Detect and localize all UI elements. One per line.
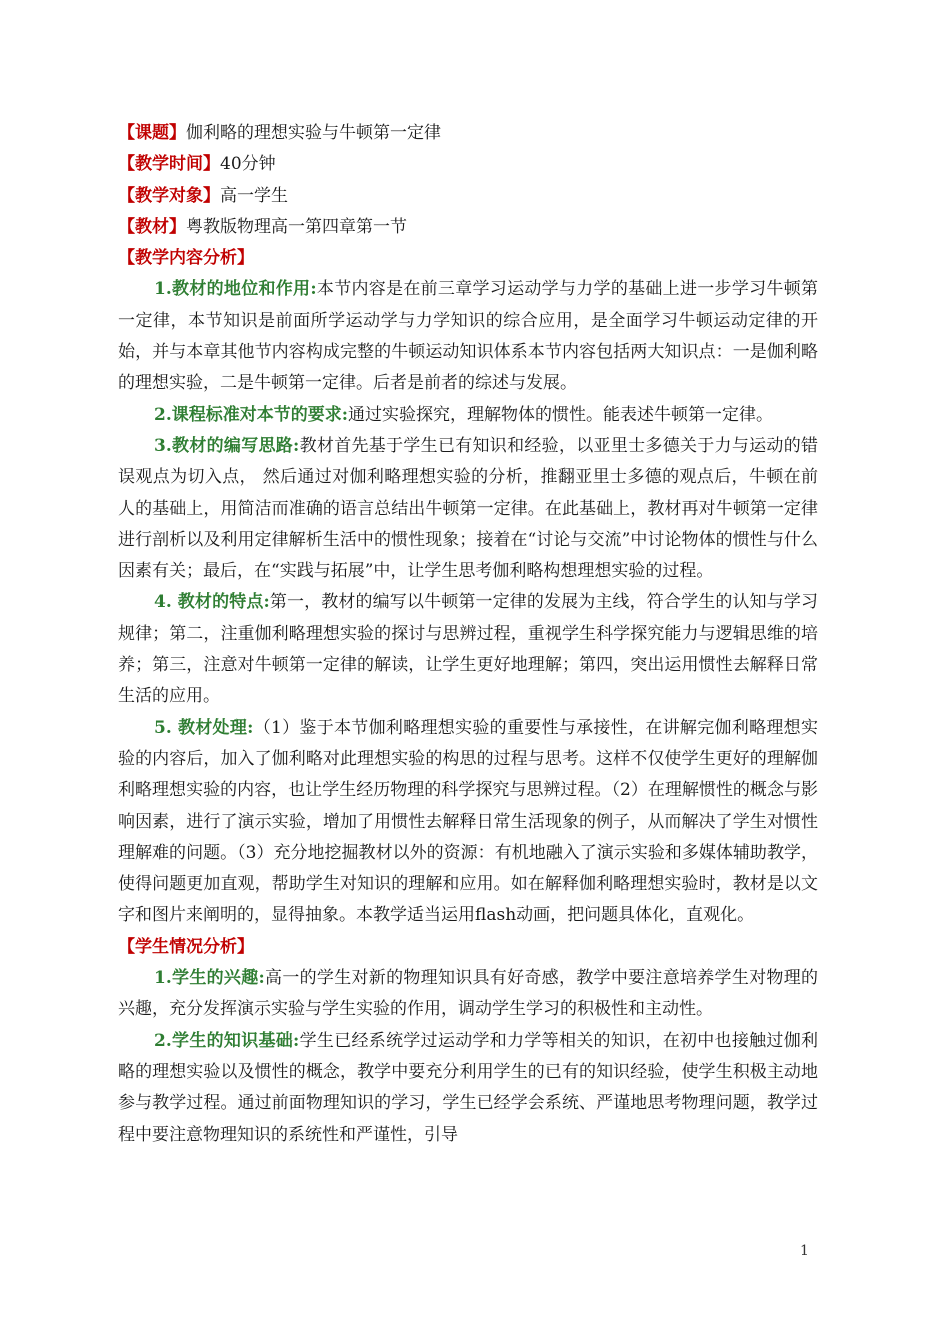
field-topic	[118, 118, 818, 149]
paragraph-text: 第一，教材的编写以牛顿第一定律的发展为主线，符合学生的认知与学习规律；第二，注重伽利略理想实验的探讨与思辨过程，重视学生科学探究能力与逻辑思维的培养；第三，注意对牛顿第一定律的解读，让学生更好地理解；第四，突出运用惯性去解释日常生活的应用。	[118, 592, 818, 707]
field-value: 高一学生	[220, 185, 288, 206]
page-number: 1	[800, 1243, 809, 1259]
paragraph-student-knowledge	[118, 1026, 818, 1151]
paragraph-title: 5. 教材处理:	[154, 717, 254, 738]
field-label: 【教学时间】	[118, 154, 220, 175]
paragraph-title: 1.学生的兴趣:	[154, 968, 265, 989]
paragraph-text: 本节内容是在前三章学习运动学与力学的基础上进一步学习牛顿第一定律，本节知识是前面所学运动学与力学知识的综合应用，是全面学习牛顿运动定律的开始，并与本章其他节内容构成完整的牛顿运动知识体系本节内容包括两大知识点：一是伽利略的理想实验，二是牛顿第一定律。后者是前者的综述与发展。	[118, 279, 818, 394]
section-heading-student-analysis: 【学生情况分析】	[118, 936, 254, 957]
paragraph-title: 4. 教材的特点:	[154, 592, 270, 613]
paragraph-title: 1.教材的地位和作用:	[154, 279, 317, 300]
paragraph-title: 2.学生的知识基础:	[154, 1030, 300, 1051]
field-label: 【课题】	[118, 123, 186, 143]
paragraph-curriculum-requirement	[118, 400, 818, 431]
paragraph-textbook-role	[118, 274, 818, 399]
paragraph-text: 通过实验探究，理解物体的惯性。能表述牛顿第一定律。	[348, 404, 774, 425]
field-value: 伽利略的理想实验与牛顿第一定律	[186, 123, 441, 143]
paragraph-textbook-handling	[118, 713, 818, 932]
paragraph-text: （1）鉴于本节伽利略理想实验的重要性与承接性，在讲解完伽利略理想实验的内容后，加入了伽利略对此理想实验的构思的过程与思考。这样不仅使学生更好的理解伽利略理想实验的内容，也让学生经历物理的科学探究与思辨过程。（2）在理解惯性的概念与影响因素，进行了演示实验，增加了用惯性去解释日常生活现象的例子，从而解决了学生对惯性理解难的问题。（3）充分地挖掘教材以外的资源：有机地融入了演示实验和多媒体辅助教学，使得问题更加直观，帮助学生对知识的理解和应用。如在解释伽利略理想实验时，教材是以文字和图片来阐明的，显得抽象。本教学适当运用flash动画，把问题具体化，直观化。	[118, 717, 818, 926]
section-heading-content-analysis: 【教学内容分析】	[118, 248, 254, 269]
paragraph-text: 教材首先基于学生已有知识和经验，以亚里士多德关于力与运动的错误观点为切入点， 然后通过对伽利略理想实验的分析，推翻亚里士多德的观点后，牛顿在前人的基础上，用简洁而准确的语言总结出牛顿第一定律。在此基础上，教材再对牛顿第一定律进行剖析以及利用定律解析生活中的惯性现象；接着在“讨论与交流”中讨论物体的惯性与什么因素有关；最后，在“实践与拓展”中，让学生思考伽利略构想理想实验的过程。	[118, 435, 819, 582]
paragraph-writing-approach	[118, 431, 818, 587]
document-body	[118, 118, 818, 1151]
paragraph-textbook-features	[118, 587, 818, 712]
field-label: 【教材】	[118, 216, 186, 237]
paragraph-text: 学生已经系统学过运动学和力学等相关的知识，在初中也接触过伽利略的理想实验以及惯性的概念，教学中要充分利用学生的已有的知识经验，使学生积极主动地参与教学过程。通过前面物理知识的学习，学生已经学会系统、严谨地思考物理问题，教学过程中要注意物理知识的系统性和严谨性，引导	[118, 1030, 819, 1145]
field-textbook	[118, 212, 818, 243]
paragraph-title: 3.教材的编写思路:	[154, 435, 300, 456]
paragraph-student-interest	[118, 963, 818, 1026]
field-label: 【教学对象】	[118, 185, 220, 206]
paragraph-title: 2.课程标准对本节的要求:	[154, 404, 349, 425]
field-audience	[118, 181, 818, 212]
paragraph-text: 高一的学生对新的物理知识具有好奇感，教学中要注意培养学生对物理的兴趣，充分发挥演示实验与学生实验的作用，调动学生学习的积极性和主动性。	[118, 968, 819, 1020]
field-duration	[118, 149, 818, 180]
field-value: 粤教版物理高一第四章第一节	[186, 216, 407, 237]
field-value: 40分钟	[220, 154, 276, 175]
